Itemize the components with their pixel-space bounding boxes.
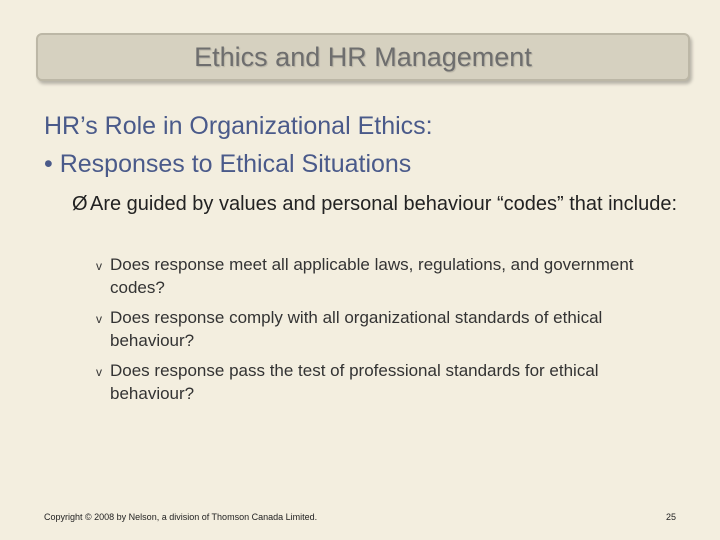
sub-list (96, 254, 656, 413)
check-marker-icon: v (96, 259, 102, 273)
check-marker-icon: v (96, 365, 102, 379)
title-bar (36, 33, 690, 81)
arrow-item (72, 192, 682, 217)
sub-item-text: Does response comply with all organizational standards of ethical behaviour? (110, 308, 603, 350)
check-marker-icon: v (96, 312, 102, 326)
section-heading: HR’s Role in Organizational Ethics: (44, 112, 433, 140)
sub-item-text: Does response meet all applicable laws, regulations, and government codes? (110, 255, 634, 297)
page-number: 25 (665, 512, 676, 522)
copyright-footer: Copyright © 2008 by Nelson, a division of Thomson Canada Limited. (44, 512, 318, 522)
bullet-marker: • (44, 150, 53, 178)
sub-item-text: Does response pass the test of professional standards for ethical behaviour? (110, 361, 599, 403)
bullet-text: Responses to Ethical Situations (59, 150, 412, 178)
sub-item (96, 307, 656, 352)
arrow-marker-icon: Ø (72, 193, 88, 215)
sub-item (96, 254, 656, 299)
bullet-item (44, 150, 411, 179)
slide-title: Ethics and HR Management (194, 41, 532, 72)
arrow-item-text: Are guided by values and personal behaviour “codes” that include: (90, 193, 678, 215)
sub-item (96, 360, 656, 405)
